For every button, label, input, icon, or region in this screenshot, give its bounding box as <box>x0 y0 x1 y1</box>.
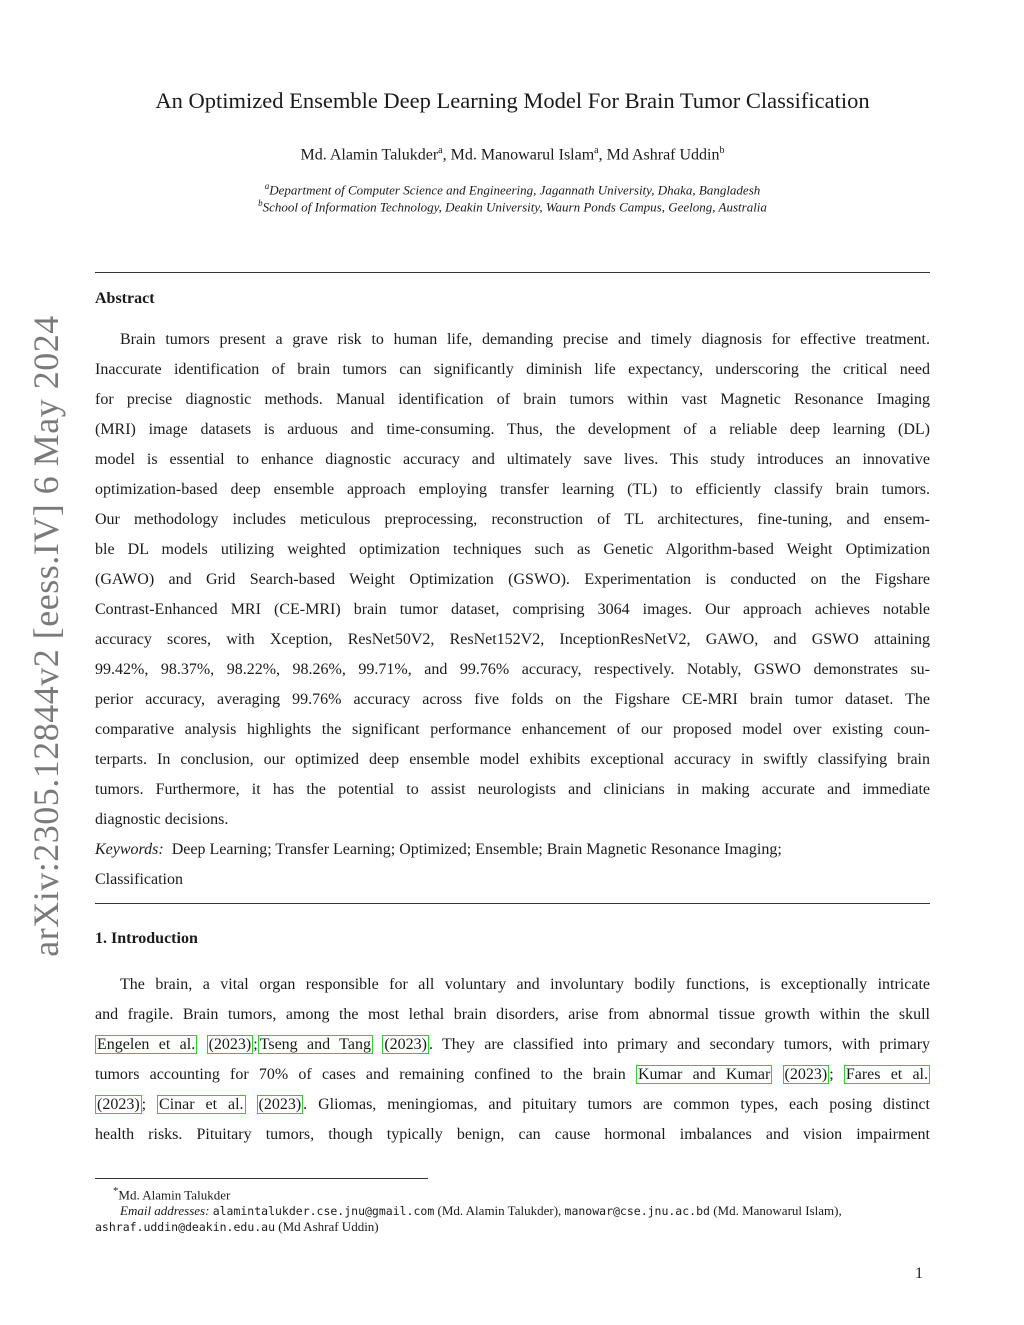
citation-link[interactable]: Cinar et al. <box>159 1096 244 1113</box>
intro-text: . Gliomas, meningiomas, and pituitary tumors are common types, each posing distinct <box>303 1096 931 1113</box>
email-link[interactable]: ashraf.uddin@deakin.edu.au <box>95 1220 276 1235</box>
citation-link[interactable]: Kumar and Kumar <box>637 1066 771 1083</box>
author-2-sup: a <box>594 145 599 156</box>
abstract-line: (GAWO) and Grid Search-based Weight Optimization (GSWO). Experimentation is conducted on the Figshare <box>95 571 930 588</box>
abstract-line: accuracy scores, with Xception, ResNet50V2, ResNet152V2, InceptionResNetV2, GAWO, and GSWO attaining <box>95 631 930 648</box>
affiliation-b-text: School of Information Technology, Deakin University, Waurn Ponds Campus, Geelong, Australia <box>262 199 767 215</box>
abstract-heading: Abstract <box>95 290 155 307</box>
author-3: Md Ashraf Uddin <box>606 146 720 164</box>
intro-text: . They are classified into primary and secondary tumors, with primary <box>428 1036 931 1053</box>
intro-line: The brain, a vital organ responsible for all voluntary and involuntary bodily functions, is exceptionally intricate <box>120 976 930 993</box>
abstract-line: Contrast-Enhanced MRI (CE-MRI) brain tumor dataset, comprising 3064 images. Our approach achieves notable <box>95 601 930 618</box>
citation-link[interactable]: (2023) <box>384 1036 427 1053</box>
citation-link[interactable]: Tseng and Tang <box>259 1036 371 1053</box>
page-number: 1 <box>915 1265 923 1282</box>
keywords-label: Keywords: <box>95 841 164 858</box>
footnote-emails <box>95 1203 930 1219</box>
paper-title: An Optimized Ensemble Deep Learning Model For Brain Tumor Classification <box>155 88 870 113</box>
footnote-rule <box>95 1178 428 1179</box>
author-1-sup: a <box>438 145 443 156</box>
intro-line <box>95 1090 930 1120</box>
intro-line: and fragile. Brain tumors, among the most lethal brain disorders, arise from abnormal tissue growth within the skull <box>95 1006 930 1023</box>
intro-line <box>95 1060 930 1090</box>
footnote-author <box>95 1183 930 1203</box>
citation-separator: ; <box>141 1096 147 1113</box>
intro-text: tumors accounting for 70% of cases and remaining confined to the brain <box>95 1066 626 1083</box>
affiliation-b-sup: b <box>258 198 263 208</box>
author-1: Md. Alamin Talukder <box>300 146 439 164</box>
affiliation-b <box>95 198 930 215</box>
intro-line: health risks. Pituitary tumors, though typically benign, can cause hormonal imbalances and vision impairment <box>95 1126 930 1143</box>
author-2: Md. Manowarul Islam <box>450 146 595 164</box>
citation-link[interactable]: (2023) <box>784 1066 828 1083</box>
footnote-author-name: Md. Alamin Talukder <box>118 1187 231 1203</box>
arxiv-side-stamp: arXiv:2305.12844v2 [eess.IV] 6 May 2024 <box>26 315 66 957</box>
citation-link[interactable]: (2023) <box>97 1096 140 1113</box>
affiliation-a-text: Department of Computer Science and Engineering, Jagannath University, Dhaka, Bangladesh <box>269 182 761 198</box>
top-rule <box>95 272 930 273</box>
abstract-line: ble DL models utilizing weighted optimization techniques such as Genetic Algorithm-based Weight Optimization <box>95 541 930 558</box>
keywords-text: Deep Learning; Transfer Learning; Optimized; Ensemble; Brain Magnetic Resonance Imaging; <box>171 841 782 858</box>
email-owner: (Md Ashraf Uddin) <box>278 1219 379 1235</box>
introduction-body <box>95 970 930 1150</box>
citation-link[interactable]: (2023) <box>258 1096 302 1113</box>
abstract-line: terparts. In conclusion, our optimized deep ensemble model exhibits exceptional accuracy in swiftly classifying brain <box>95 751 930 768</box>
email-owner: (Md. Manowarul Islam), <box>713 1203 842 1219</box>
abstract-line: 99.42%, 98.37%, 98.22%, 98.26%, 99.71%, and 99.76% accuracy, respectively. Notably, GSWO demonstrates su- <box>95 661 930 678</box>
abstract-line: tumors. Furthermore, it has the potential to assist neurologists and clinicians in making accurate and immediate <box>95 781 930 798</box>
abstract-line: model is essential to enhance diagnostic accuracy and ultimately save lives. This study introduces an innovative <box>95 451 930 468</box>
author-list: Md. Alamin Talukder$^a$, Md. Manowarul Islam$^a$, Md Ashraf Uddin$^b$ <box>300 145 725 164</box>
keywords-line-2: Classification <box>95 871 183 888</box>
affiliation-a-sup: a <box>264 181 270 191</box>
email-link[interactable]: manowar@cse.jnu.ac.bd <box>564 1204 710 1219</box>
email-label: Email addresses: <box>120 1203 210 1219</box>
citation-link[interactable]: (2023) <box>208 1036 252 1053</box>
abstract-line: diagnostic decisions. <box>95 811 229 828</box>
citation-link[interactable]: Fares et al. <box>845 1066 928 1083</box>
citation-separator: ; <box>829 1066 834 1083</box>
abstract-line: comparative analysis highlights the significant performance enhancement of our proposed model over existing coun- <box>95 721 930 738</box>
abstract-line: optimization-based deep ensemble approach employing transfer learning (TL) to efficiently classify brain tumors. <box>95 481 930 498</box>
abstract-line: Brain tumors present a grave risk to human life, demanding precise and timely diagnosis for effective treatment. <box>120 331 930 348</box>
keywords-rule <box>95 903 930 904</box>
abstract-line: for precise diagnostic methods. Manual identification of brain tumors within vast Magnetic Resonance Imaging <box>95 391 930 408</box>
footnote-emails-2 <box>95 1219 930 1235</box>
author-3-sup: b <box>719 145 725 156</box>
affiliation-a <box>95 181 930 198</box>
citation-separator: ; <box>253 1036 258 1053</box>
email-owner: (Md. Alamin Talukder), <box>437 1203 562 1219</box>
abstract-body <box>95 325 930 895</box>
footnote-star: * <box>113 1185 119 1197</box>
introduction-heading: 1. Introduction <box>95 930 198 947</box>
abstract-line: Our methodology includes meticulous preprocessing, reconstruction of TL architectures, fine-tuning, and ensem- <box>95 511 930 528</box>
citation-link[interactable]: Engelen et al. <box>97 1036 196 1053</box>
abstract-line: Inaccurate identification of brain tumors can significantly diminish life expectancy, underscoring the critical need <box>95 361 930 378</box>
email-link[interactable]: alamintalukder.cse.jnu@gmail.com <box>212 1204 435 1219</box>
abstract-line: perior accuracy, averaging 99.76% accuracy across five folds on the Figshare CE-MRI brain tumor dataset. The <box>95 691 930 708</box>
footnote <box>95 1183 930 1235</box>
abstract-line: (MRI) image datasets is arduous and time-consuming. Thus, the development of a reliable deep learning (DL) <box>95 421 930 438</box>
intro-line <box>95 1030 930 1060</box>
keywords-line <box>95 835 930 865</box>
